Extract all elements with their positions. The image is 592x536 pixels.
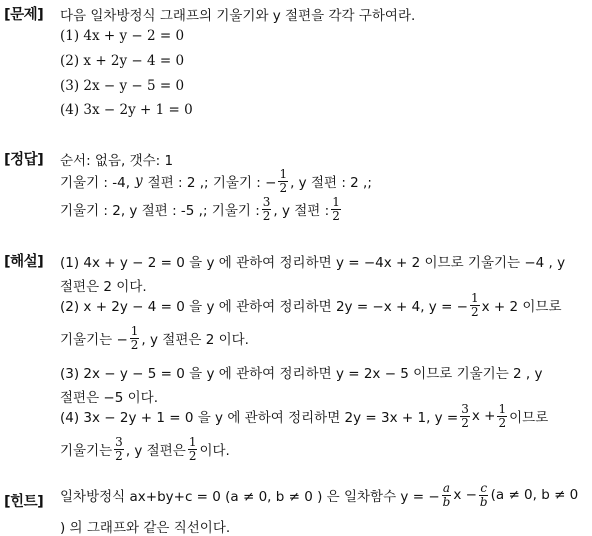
explanation-fraction: $\frac{1}{2}$	[130, 324, 139, 352]
hint-line-2: ) 의 그래프와 같은 직선이다.	[60, 520, 231, 536]
answer-fraction: $\frac{3}{2}$	[262, 195, 271, 223]
explanation-tag: [해설]	[4, 254, 44, 270]
explanation-fraction: $\frac{3}{2}$	[461, 402, 469, 430]
problem-item-3: (3) 2x − y − 5 = 0	[60, 78, 185, 94]
problem-question: 다음 일차방정식 그래프의 기울기와 y 절편을 각각 구하여라.	[60, 8, 416, 24]
explanation-line-7: (4) 3x − 2y + 1 = 0 을 y 에 관하여 정리하면 2y = 3x + 1, y = $\frac{3}{2}$ x + $\frac{1}{2}$ 이므로	[60, 402, 549, 430]
answer-line-2-d: , y 절편 : 2 ,;	[290, 175, 372, 192]
hint-fraction: $\frac{c}{b}$	[479, 481, 488, 509]
problem-item-1: (1) 4x + y − 2 = 0	[60, 28, 185, 44]
explanation-fraction: $\frac{3}{2}$	[115, 435, 123, 463]
explanation-line-8: 기울기는 $\frac{3}{2}$ , y 절편은 $\frac{1}{2}$ 이다.	[60, 435, 230, 463]
answer-fraction: $\frac{1}{2}$	[279, 167, 288, 195]
answer-line-2-c: 절편 : 2 ,; 기울기 : −	[147, 175, 277, 192]
answer-line-1: 순서: 없음, 갯수: 1	[60, 153, 174, 169]
explanation-line-6: 절편은 −5 이다.	[60, 390, 158, 406]
problem-tag: [문제]	[4, 7, 44, 23]
hint-line-1: 일차방정식 ax+by+c = 0 (a ≠ 0, b ≠ 0 ) 은 일차함수 y = − $\frac{a}{b}$ x − $\frac{c}{b}$ (a ≠ 0, b ≠ 0	[60, 481, 579, 509]
explanation-line-4: 기울기는 − $\frac{1}{2}$ , y 절편은 2 이다.	[60, 324, 249, 352]
explanation-line-2: 절편은 2 이다.	[60, 279, 147, 295]
explanation-line-5: (3) 2x − y − 5 = 0 을 y 에 관하여 정리하면 y = 2x − 5 이므로 기울기는 2 , y	[60, 366, 543, 382]
hint-fraction: $\frac{a}{b}$	[442, 481, 451, 509]
problem-item-2: (2) x + 2y − 4 = 0	[60, 53, 185, 69]
answer-line-3	[60, 196, 343, 222]
explanation-fraction: $\frac{1}{2}$	[188, 435, 197, 463]
hint-tag: [힌트]	[4, 494, 44, 510]
answer-line-2-b: y	[135, 173, 143, 190]
answer-line-2-a: 기울기 : -4,	[60, 175, 131, 192]
answer-line-2	[60, 168, 372, 194]
explanation-fraction: $\frac{1}{2}$	[498, 402, 507, 430]
explanation-line-3: (2) x + 2y − 4 = 0 을 y 에 관하여 정리하면 2y = −x + 4, y = − $\frac{1}{2}$ x + 2 이므로	[60, 291, 562, 319]
answer-line-3-b: , y 절편 :	[273, 203, 330, 220]
answer-line-3-a: 기울기 : 2, y 절편 : -5 ,; 기울기 :	[60, 203, 260, 220]
answer-tag: [정답]	[4, 152, 44, 168]
answer-fraction: $\frac{1}{2}$	[332, 195, 340, 223]
explanation-line-1: (1) 4x + y − 2 = 0 을 y 에 관하여 정리하면 y = −4x + 2 이므로 기울기는 −4 , y	[60, 255, 566, 271]
explanation-fraction: $\frac{1}{2}$	[470, 291, 479, 319]
problem-item-4: (4) 3x − 2y + 1 = 0	[60, 102, 193, 118]
